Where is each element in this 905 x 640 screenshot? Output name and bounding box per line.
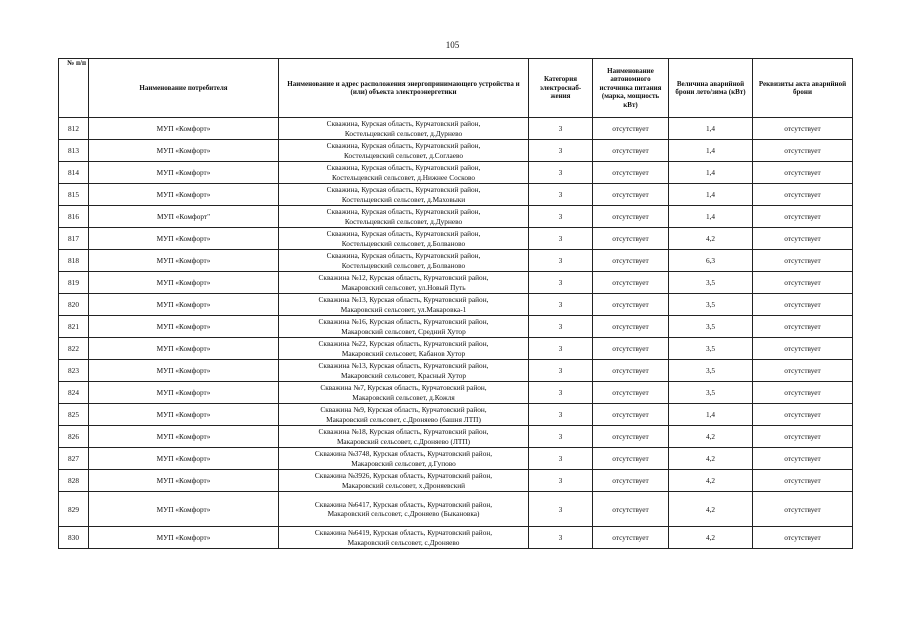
consumer-cell: МУП «Комфорт» xyxy=(89,492,279,527)
row-number-cell: 827 xyxy=(59,448,89,470)
category-cell: 3 xyxy=(529,206,593,228)
table-row xyxy=(59,338,853,360)
address-line-1: Скважина, Курская область, Курчатовский район, xyxy=(326,185,481,195)
address-line-1: Скважина №3748, Курская область, Курчатовский район, xyxy=(314,449,493,459)
object-address-cell xyxy=(279,118,529,140)
address-line-1: Скважина, Курская область, Курчатовский район, xyxy=(326,251,481,261)
reserve-value-cell: 1,4 xyxy=(669,206,753,228)
category-cell: 3 xyxy=(529,426,593,448)
act-details-cell: отсутствует xyxy=(753,184,853,206)
category-cell: 3 xyxy=(529,228,593,250)
act-details-cell: отсутствует xyxy=(753,382,853,404)
consumer-cell: МУП «Комфорт» xyxy=(89,404,279,426)
reserve-value-cell: 3,5 xyxy=(669,360,753,382)
power-source-cell: отсутствует xyxy=(593,338,669,360)
object-address-cell xyxy=(279,404,529,426)
consumer-cell: МУП «Комфорт» xyxy=(89,140,279,162)
table-row xyxy=(59,382,853,404)
consumer-cell: МУП «Комфорт» xyxy=(89,316,279,338)
header-act: Реквизиты акта аварийной брони xyxy=(753,59,853,118)
header-num: № п/п xyxy=(59,59,89,118)
object-address-cell xyxy=(279,382,529,404)
object-address-cell xyxy=(279,162,529,184)
object-address-cell xyxy=(279,272,529,294)
header-category: Категория электроснаб-жения xyxy=(529,59,593,118)
category-cell: 3 xyxy=(529,118,593,140)
consumer-cell: МУП «Комфорт» xyxy=(89,360,279,382)
act-details-cell: отсутствует xyxy=(753,404,853,426)
act-details-cell: отсутствует xyxy=(753,294,853,316)
row-number-cell: 816 xyxy=(59,206,89,228)
object-address-cell xyxy=(279,294,529,316)
address-line-2: Макаровский сельсовет, д.Кожля xyxy=(352,392,455,402)
address-line-1: Скважина, Курская область, Курчатовский район, xyxy=(326,119,481,129)
power-source-cell: отсутствует xyxy=(593,426,669,448)
address-line-1: Скважина, Курская область, Курчатовский район, xyxy=(326,141,481,151)
power-source-cell: отсутствует xyxy=(593,404,669,426)
header-row xyxy=(59,59,853,118)
consumer-cell: МУП «Комфорт» xyxy=(89,118,279,140)
power-source-cell: отсутствует xyxy=(593,140,669,162)
address-line-1: Скважина №12, Курская область, Курчатовский район, xyxy=(318,273,489,283)
address-line-2: Макаровский сельсовет, Красный Хутор xyxy=(340,370,467,380)
reserve-value-cell: 4,2 xyxy=(669,228,753,250)
act-details-cell: отсутствует xyxy=(753,206,853,228)
row-number-cell: 823 xyxy=(59,360,89,382)
address-line-2: Макаровский сельсовет, с.Дроняево (Быкановка) xyxy=(327,509,480,518)
address-line-2: Макаровский сельсовет, с.Дроняево xyxy=(347,537,460,547)
table-row xyxy=(59,404,853,426)
act-details-cell: отсутствует xyxy=(753,338,853,360)
act-details-cell: отсутствует xyxy=(753,250,853,272)
address-line-1: Скважина №16, Курская область, Курчатовский район, xyxy=(318,317,489,327)
address-line-1: Скважина, Курская область, Курчатовский район, xyxy=(326,229,481,239)
consumer-cell: МУП «Комфорт» xyxy=(89,527,279,549)
reserve-value-cell: 1,4 xyxy=(669,118,753,140)
category-cell: 3 xyxy=(529,250,593,272)
power-source-cell: отсутствует xyxy=(593,360,669,382)
category-cell: 3 xyxy=(529,527,593,549)
table-row xyxy=(59,272,853,294)
act-details-cell: отсутствует xyxy=(753,426,853,448)
object-address-cell xyxy=(279,184,529,206)
address-line-2: Макаровский сельсовет, Средний Хутор xyxy=(341,326,466,336)
table-row xyxy=(59,140,853,162)
power-source-cell: отсутствует xyxy=(593,272,669,294)
reserve-value-cell: 4,2 xyxy=(669,448,753,470)
table-row xyxy=(59,294,853,316)
address-line-2: Костельцевский сельсовет, д.Маховыки xyxy=(341,194,466,204)
address-line-2: Костельцевский сельсовет, д.Соглаево xyxy=(343,150,464,160)
table-row xyxy=(59,426,853,448)
address-line-1: Скважина №18, Курская область, Курчатовский район, xyxy=(318,427,489,437)
power-source-cell: отсутствует xyxy=(593,206,669,228)
act-details-cell: отсутствует xyxy=(753,140,853,162)
table-row xyxy=(59,250,853,272)
power-source-cell: отсутствует xyxy=(593,448,669,470)
address-line-1: Скважина №13, Курская область, Курчатовский район, xyxy=(318,295,489,305)
address-line-2: Макаровский сельсовет, д.Гупово xyxy=(351,458,456,468)
row-number-cell: 818 xyxy=(59,250,89,272)
consumer-cell: МУП «Комфорт» xyxy=(89,294,279,316)
consumer-cell: МУП «Комфорт» xyxy=(89,338,279,360)
address-line-1: Скважина №22, Курская область, Курчатовский район, xyxy=(318,339,489,349)
consumer-cell: МУП «Комфорт» xyxy=(89,382,279,404)
address-line-2: Костельцевский сельсовет, д.Нижнее Сосково xyxy=(331,172,476,182)
power-source-cell: отсутствует xyxy=(593,184,669,206)
reserve-value-cell: 1,4 xyxy=(669,140,753,162)
reserve-value-cell: 3,5 xyxy=(669,338,753,360)
address-line-2: Макаровский сельсовет, с.Дроняево (ЛТП) xyxy=(336,436,471,446)
consumer-cell: МУП «Комфорт» xyxy=(89,426,279,448)
consumer-cell: МУП «Комфорт» xyxy=(89,184,279,206)
category-cell: 3 xyxy=(529,382,593,404)
table-row xyxy=(59,527,853,549)
address-line-1: Скважина №3926, Курская область, Курчатовский район, xyxy=(314,471,493,481)
reserve-value-cell: 3,5 xyxy=(669,316,753,338)
power-consumers-table xyxy=(58,58,853,549)
act-details-cell: отсутствует xyxy=(753,360,853,382)
object-address-cell xyxy=(279,448,529,470)
reserve-value-cell: 4,2 xyxy=(669,470,753,492)
table-row xyxy=(59,228,853,250)
row-number-cell: 819 xyxy=(59,272,89,294)
table-row xyxy=(59,448,853,470)
power-source-cell: отсутствует xyxy=(593,118,669,140)
row-number-cell: 813 xyxy=(59,140,89,162)
row-number-cell: 815 xyxy=(59,184,89,206)
category-cell: 3 xyxy=(529,162,593,184)
object-address-cell xyxy=(279,470,529,492)
act-details-cell: отсутствует xyxy=(753,448,853,470)
address-line-2: Костельцевский сельсовет, д.Болваново xyxy=(341,260,466,270)
category-cell: 3 xyxy=(529,184,593,206)
consumer-cell: МУП «Комфорт» xyxy=(89,250,279,272)
address-line-2: Макаровский сельсовет, Кабанов Хутор xyxy=(341,348,466,358)
category-cell: 3 xyxy=(529,140,593,162)
power-source-cell: отсутствует xyxy=(593,294,669,316)
address-line-1: Скважина №13, Курская область, Курчатовский район, xyxy=(318,361,489,371)
reserve-value-cell: 3,5 xyxy=(669,382,753,404)
act-details-cell: отсутствует xyxy=(753,527,853,549)
address-line-1: Скважина №6419, Курская область, Курчатовский район, xyxy=(314,528,493,538)
category-cell: 3 xyxy=(529,360,593,382)
consumer-cell: МУП «Комфорт» xyxy=(89,470,279,492)
object-address-cell xyxy=(279,426,529,448)
reserve-value-cell: 3,5 xyxy=(669,294,753,316)
header-reserve: Величина аварийной брони лето/зима (кВт) xyxy=(669,59,753,118)
row-number-cell: 824 xyxy=(59,382,89,404)
category-cell: 3 xyxy=(529,272,593,294)
table-row xyxy=(59,492,853,527)
object-address-cell xyxy=(279,250,529,272)
row-number-cell: 817 xyxy=(59,228,89,250)
row-number-cell: 814 xyxy=(59,162,89,184)
header-object: Наименование и адрес расположения энергопринимающего устройства и (или) объекта электроэнергетики xyxy=(279,59,529,118)
row-number-cell: 821 xyxy=(59,316,89,338)
table-row xyxy=(59,360,853,382)
act-details-cell: отсутствует xyxy=(753,470,853,492)
act-details-cell: отсутствует xyxy=(753,492,853,527)
power-source-cell: отсутствует xyxy=(593,492,669,527)
address-line-2: Макаровский сельсовет, ул.Новый Путь xyxy=(341,282,466,292)
act-details-cell: отсутствует xyxy=(753,118,853,140)
address-line-2: Макаровский сельсовет, ул.Макаровка-1 xyxy=(340,304,467,314)
category-cell: 3 xyxy=(529,470,593,492)
address-line-1: Скважина №7, Курская область, Курчатовский район, xyxy=(320,383,487,393)
reserve-value-cell: 1,4 xyxy=(669,184,753,206)
power-source-cell: отсутствует xyxy=(593,316,669,338)
category-cell: 3 xyxy=(529,316,593,338)
category-cell: 3 xyxy=(529,492,593,527)
consumer-cell: МУП «Комфорт» xyxy=(89,448,279,470)
table-body xyxy=(59,118,853,549)
row-number-cell: 829 xyxy=(59,492,89,527)
table-row xyxy=(59,206,853,228)
object-address-cell xyxy=(279,228,529,250)
act-details-cell: отсутствует xyxy=(753,162,853,184)
object-address-cell xyxy=(279,140,529,162)
table-row xyxy=(59,316,853,338)
reserve-value-cell: 4,2 xyxy=(669,492,753,527)
address-line-1: Скважина, Курская область, Курчатовский район, xyxy=(326,207,481,217)
act-details-cell: отсутствует xyxy=(753,228,853,250)
object-address-cell xyxy=(279,492,529,527)
address-line-1: Скважина №6417, Курская область, Курчатовский район, xyxy=(314,499,493,509)
act-details-cell: отсутствует xyxy=(753,272,853,294)
header-consumer: Наименование потребителя xyxy=(89,59,279,118)
category-cell: 3 xyxy=(529,294,593,316)
consumer-cell: МУП «Комфорт» xyxy=(89,228,279,250)
object-address-cell xyxy=(279,338,529,360)
reserve-value-cell: 1,4 xyxy=(669,162,753,184)
object-address-cell xyxy=(279,206,529,228)
reserve-value-cell: 4,2 xyxy=(669,527,753,549)
row-number-cell: 822 xyxy=(59,338,89,360)
reserve-value-cell: 1,4 xyxy=(669,404,753,426)
row-number-cell: 826 xyxy=(59,426,89,448)
row-number-cell: 830 xyxy=(59,527,89,549)
consumer-cell: МУП «Комфорт" xyxy=(89,206,279,228)
header-source: Наименование автономного источника питания (марка, мощность кВт) xyxy=(593,59,669,118)
power-source-cell: отсутствует xyxy=(593,470,669,492)
power-source-cell: отсутствует xyxy=(593,382,669,404)
row-number-cell: 825 xyxy=(59,404,89,426)
row-number-cell: 828 xyxy=(59,470,89,492)
table-row xyxy=(59,118,853,140)
consumer-cell: МУП «Комфорт» xyxy=(89,162,279,184)
row-number-cell: 812 xyxy=(59,118,89,140)
address-line-1: Скважина, Курская область, Курчатовский район, xyxy=(326,163,481,173)
address-line-1: Скважина №9, Курская область, Курчатовский район, xyxy=(320,405,487,415)
category-cell: 3 xyxy=(529,448,593,470)
table-row xyxy=(59,470,853,492)
table-header xyxy=(59,59,853,118)
power-source-cell: отсутствует xyxy=(593,527,669,549)
table-row xyxy=(59,162,853,184)
power-source-cell: отсутствует xyxy=(593,228,669,250)
address-line-2: Макаровский сельсовет, с.Дроняево (башня ЛТП) xyxy=(326,414,481,424)
reserve-value-cell: 3,5 xyxy=(669,272,753,294)
object-address-cell xyxy=(279,360,529,382)
power-source-cell: отсутствует xyxy=(593,250,669,272)
category-cell: 3 xyxy=(529,404,593,426)
power-source-cell: отсутствует xyxy=(593,162,669,184)
address-line-2: Костельцевский сельсовет, д.Болваново xyxy=(341,238,466,248)
address-line-2: Костельцевский сельсовет, д.Дурнево xyxy=(344,128,463,138)
row-number-cell: 820 xyxy=(59,294,89,316)
act-details-cell: отсутствует xyxy=(753,316,853,338)
table-row xyxy=(59,184,853,206)
reserve-value-cell: 4,2 xyxy=(669,426,753,448)
consumer-cell: МУП «Комфорт» xyxy=(89,272,279,294)
category-cell: 3 xyxy=(529,338,593,360)
reserve-value-cell: 6,3 xyxy=(669,250,753,272)
page-number: 105 xyxy=(445,40,460,50)
address-line-2: Макаровский сельсовет, х.Дроняевский xyxy=(341,480,466,490)
object-address-cell xyxy=(279,527,529,549)
address-line-2: Костельцевский сельсовет, д.Дурнево xyxy=(344,216,463,226)
object-address-cell xyxy=(279,316,529,338)
